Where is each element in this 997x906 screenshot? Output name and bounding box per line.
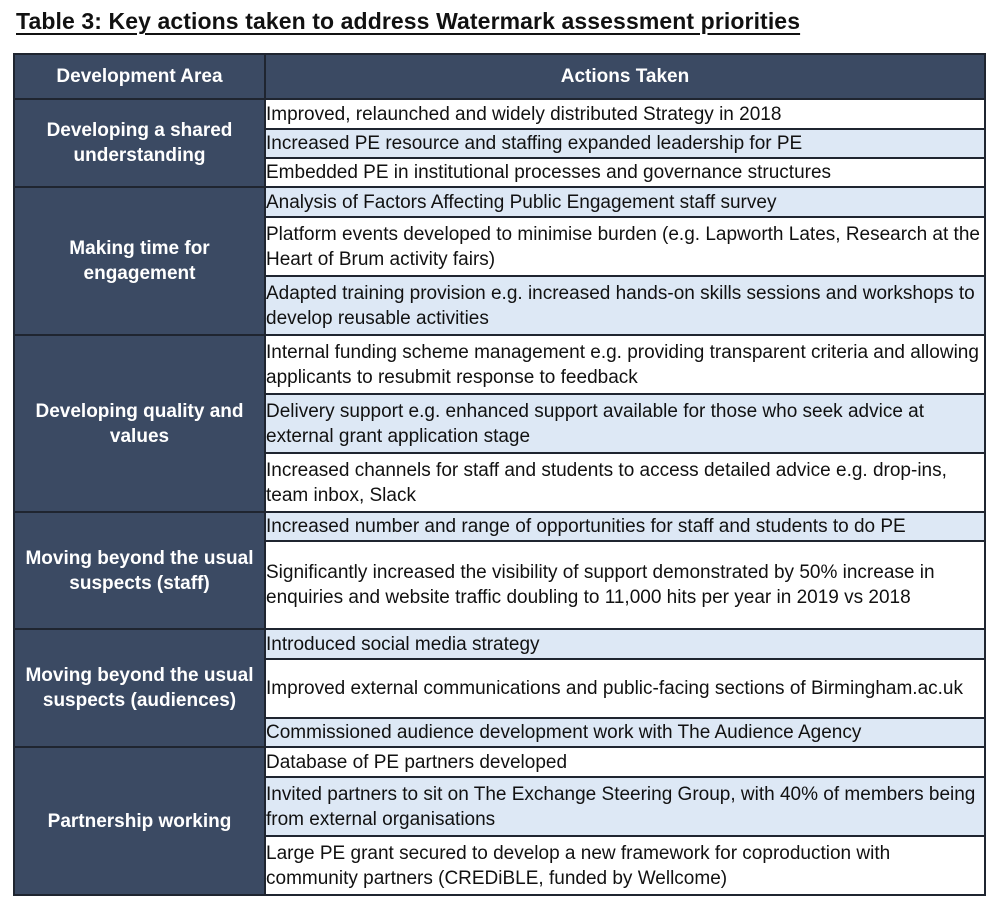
table-row — [14, 335, 985, 394]
action-cell: Internal funding scheme management e.g. providing transparent criteria and allowing applicants to resubmit response to feedback — [265, 335, 985, 394]
table-row — [14, 747, 985, 777]
actions-table — [13, 53, 986, 896]
action-cell: Invited partners to sit on The Exchange Steering Group, with 40% of members being from external organisations — [265, 777, 985, 836]
header-actions-taken: Actions Taken — [265, 54, 985, 99]
action-cell: Increased number and range of opportunities for staff and students to do PE — [265, 512, 985, 541]
header-development-area: Development Area — [14, 54, 265, 99]
table-row — [14, 99, 985, 129]
development-area-cell: Developing quality and values — [14, 335, 265, 512]
action-cell: Analysis of Factors Affecting Public Engagement staff survey — [265, 187, 985, 217]
table-header-row — [14, 54, 985, 99]
development-area-cell: Moving beyond the usual suspects (audiences) — [14, 629, 265, 747]
development-area-cell: Making time for engagement — [14, 187, 265, 335]
action-cell: Database of PE partners developed — [265, 747, 985, 777]
action-cell: Introduced social media strategy — [265, 629, 985, 659]
table-title: Table 3: Key actions taken to address Watermark assessment priorities — [16, 8, 801, 34]
table-row — [14, 187, 985, 217]
action-cell: Increased channels for staff and students to access detailed advice e.g. drop-ins, team inbox, Slack — [265, 453, 985, 512]
action-cell: Increased PE resource and staffing expanded leadership for PE — [265, 129, 985, 158]
action-cell: Adapted training provision e.g. increased hands-on skills sessions and workshops to develop reusable activities — [265, 276, 985, 335]
action-cell: Embedded PE in institutional processes and governance structures — [265, 158, 985, 187]
table-row — [14, 512, 985, 541]
action-cell: Significantly increased the visibility of support demonstrated by 50% increase in enquiries and website traffic doubling to 11,000 hits per year in 2019 vs 2018 — [265, 541, 985, 629]
action-cell: Commissioned audience development work with The Audience Agency — [265, 718, 985, 747]
development-area-cell: Moving beyond the usual suspects (staff) — [14, 512, 265, 629]
action-cell: Large PE grant secured to develop a new framework for coproduction with community partners (CREDiBLE, funded by Wellcome) — [265, 836, 985, 895]
development-area-cell: Partnership working — [14, 747, 265, 895]
action-cell: Platform events developed to minimise burden (e.g. Lapworth Lates, Research at the Heart of Brum activity fairs) — [265, 217, 985, 276]
development-area-cell: Developing a shared understanding — [14, 99, 265, 187]
table-row — [14, 629, 985, 659]
action-cell: Improved, relaunched and widely distributed Strategy in 2018 — [265, 99, 985, 129]
action-cell: Delivery support e.g. enhanced support available for those who seek advice at external grant application stage — [265, 394, 985, 453]
action-cell: Improved external communications and public-facing sections of Birmingham.ac.uk — [265, 659, 985, 718]
